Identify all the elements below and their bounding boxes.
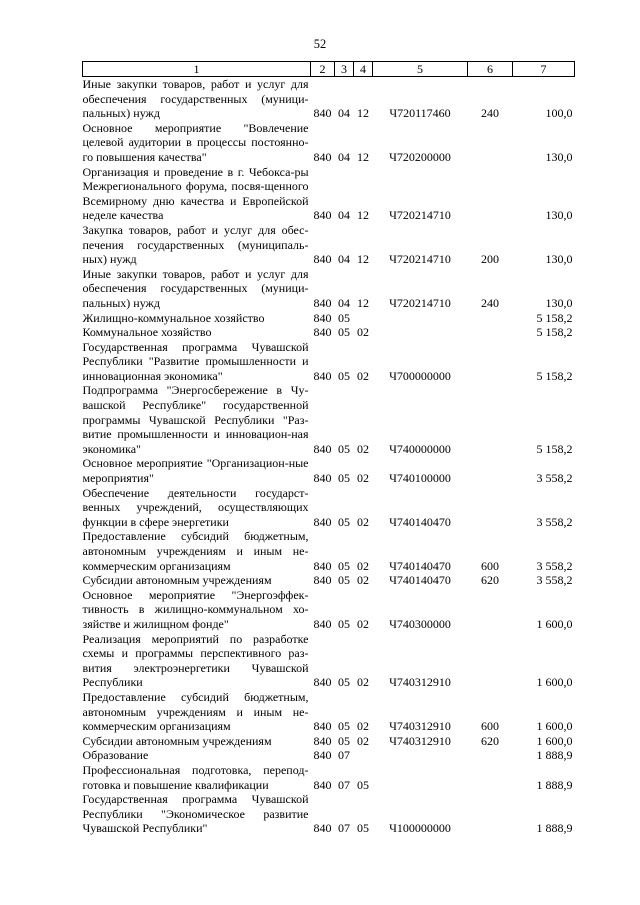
row-ministry-code: 840 <box>313 675 332 690</box>
table-row <box>83 325 575 340</box>
row-ministry-code: 840 <box>313 310 332 325</box>
row-target-code: Ч740140470 <box>389 514 451 529</box>
row-amount: 1 600,0 <box>536 733 573 748</box>
table-row <box>83 311 575 326</box>
header-col-3: 3 <box>335 62 354 77</box>
row-expense-type: 200 <box>481 252 499 267</box>
row-target-code <box>373 763 468 792</box>
row-subsection-code: 02 <box>357 616 369 631</box>
row-name: Жилищно-коммунальное хозяйство <box>82 310 265 325</box>
row-ministry-code: 840 <box>313 325 332 340</box>
row-name: Субсидии автономным учреждениям <box>82 733 272 748</box>
row-expense-type: 600 <box>481 719 499 734</box>
row-amount: 5 158,2 <box>536 368 573 383</box>
row-section-code: 05 <box>338 441 350 456</box>
row-expense-type: 240 <box>481 106 499 121</box>
row-name: Предоставление субсидий бюджетным, автономным учреждениям и иным не-коммерческим организациям <box>82 529 309 573</box>
table-row <box>83 734 575 749</box>
table-row <box>83 573 575 588</box>
row-target-code <box>373 325 468 340</box>
table-row <box>83 267 575 311</box>
row-name: Основное мероприятие "Вовлечение целевой аудитории в процессы постоянно-го повышения качества" <box>82 120 309 164</box>
row-target-code: Ч720214710 <box>389 295 451 310</box>
row-target-code <box>373 311 468 326</box>
row-target-code: Ч720214710 <box>389 208 451 223</box>
row-target-code: Ч740312910 <box>389 719 451 734</box>
row-section-code: 04 <box>338 106 350 121</box>
row-ministry-code: 840 <box>313 295 332 310</box>
row-target-code: Ч700000000 <box>389 368 451 383</box>
row-ministry-code: 840 <box>313 441 332 456</box>
row-subsection-code: 02 <box>357 441 369 456</box>
row-ministry-code: 840 <box>313 106 332 121</box>
row-amount: 130,0 <box>545 149 573 164</box>
row-subsection-code: 02 <box>357 573 369 588</box>
table-row <box>83 690 575 734</box>
table-header <box>83 62 575 77</box>
row-amount: 3 558,2 <box>536 558 573 573</box>
row-section-code: 05 <box>338 471 350 486</box>
row-expense-type <box>468 165 513 223</box>
row-target-code: Ч740140470 <box>389 573 451 588</box>
row-amount: 130,0 <box>545 295 573 310</box>
row-name: Основное мероприятие "Организацион-ные мероприятия" <box>82 456 309 486</box>
row-section-code: 07 <box>338 777 350 792</box>
row-expense-type: 240 <box>481 295 499 310</box>
row-name: Коммунальное хозяйство <box>82 325 212 340</box>
row-subsection-code: 12 <box>357 252 369 267</box>
row-section-code: 05 <box>338 719 350 734</box>
row-expense-type <box>468 340 513 384</box>
row-expense-type: 620 <box>481 733 499 748</box>
row-ministry-code: 840 <box>313 821 332 836</box>
table-row <box>83 383 575 456</box>
row-amount: 130,0 <box>545 208 573 223</box>
row-subsection-code: 12 <box>357 106 369 121</box>
row-ministry-code: 840 <box>313 471 332 486</box>
row-amount: 1 888,9 <box>536 821 573 836</box>
row-subsection-code: 02 <box>357 675 369 690</box>
row-subsection-code: 05 <box>357 821 369 836</box>
row-section-code: 05 <box>338 733 350 748</box>
row-subsection-code: 02 <box>357 514 369 529</box>
row-expense-type <box>468 588 513 632</box>
row-amount: 1 888,9 <box>536 748 573 763</box>
header-col-7: 7 <box>513 62 575 77</box>
row-amount: 5 158,2 <box>536 441 573 456</box>
table-row <box>83 340 575 384</box>
row-target-code: Ч740300000 <box>389 616 451 631</box>
table-row <box>83 632 575 690</box>
row-name: Субсидии автономным учреждениям <box>82 573 272 588</box>
table-row <box>83 748 575 763</box>
row-amount: 100,0 <box>545 106 573 121</box>
row-section-code: 04 <box>338 149 350 164</box>
row-amount: 5 158,2 <box>536 325 573 340</box>
row-expense-type <box>468 311 513 326</box>
row-target-code: Ч720200000 <box>389 149 451 164</box>
row-subsection-code: 02 <box>357 558 369 573</box>
row-subsection-code: 02 <box>357 733 369 748</box>
row-subsection-code <box>354 748 373 763</box>
row-ministry-code: 840 <box>313 558 332 573</box>
table-body <box>83 77 575 836</box>
row-section-code: 04 <box>338 295 350 310</box>
row-subsection-code: 02 <box>357 719 369 734</box>
table-row <box>83 588 575 632</box>
row-name: Основное мероприятие "Энергоэффек-тивность в жилищно-коммунальном хо-зяйстве и жилищном фонде" <box>82 587 309 631</box>
row-section-code: 04 <box>338 208 350 223</box>
row-section-code: 05 <box>338 368 350 383</box>
row-section-code: 05 <box>338 325 350 340</box>
header-col-1: 1 <box>83 62 311 77</box>
table-row <box>83 121 575 165</box>
row-subsection-code: 12 <box>357 208 369 223</box>
row-subsection-code: 12 <box>357 149 369 164</box>
row-name: Иные закупки товаров, работ и услуг для обеспечения государственных (муници-пальных) нужд <box>82 266 309 310</box>
row-target-code <box>373 748 468 763</box>
row-amount: 1 600,0 <box>536 719 573 734</box>
row-expense-type: 600 <box>481 558 499 573</box>
budget-table <box>82 61 575 836</box>
table-row <box>83 763 575 792</box>
row-amount: 3 558,2 <box>536 514 573 529</box>
page-number: 52 <box>313 37 327 51</box>
row-name: Предоставление субсидий бюджетным, автономным учреждениям и иным не-коммерческим организациям <box>82 689 309 734</box>
row-ministry-code: 840 <box>313 368 332 383</box>
row-target-code: Ч740000000 <box>389 441 451 456</box>
row-section-code: 07 <box>338 748 350 763</box>
row-expense-type <box>468 763 513 792</box>
row-target-code: Ч720214710 <box>389 252 451 267</box>
row-name: Реализация мероприятий по разработке схемы и программы перспективного раз-вития электроэнергетики Чувашской Республики <box>82 631 309 690</box>
row-name: Обеспечение деятельности государст-венных учреждений, осуществляющих функции в сфере энергетики <box>82 485 309 529</box>
row-expense-type <box>468 456 513 485</box>
row-amount: 130,0 <box>545 252 573 267</box>
row-ministry-code: 840 <box>313 777 332 792</box>
row-name: Закупка товаров, работ и услуг для обес-печения государственных (муниципаль-ных) нужд <box>82 222 309 267</box>
row-amount: 3 558,2 <box>536 573 573 588</box>
row-expense-type <box>468 632 513 690</box>
row-amount: 5 158,2 <box>536 310 573 325</box>
row-subsection-code: 02 <box>357 471 369 486</box>
row-ministry-code: 840 <box>313 748 332 763</box>
row-target-code: Ч740312910 <box>389 675 451 690</box>
row-ministry-code: 840 <box>313 733 332 748</box>
row-amount: 1 888,9 <box>536 777 573 792</box>
row-expense-type <box>468 383 513 456</box>
row-expense-type: 620 <box>481 573 499 588</box>
row-amount: 1 600,0 <box>536 616 573 631</box>
row-expense-type <box>468 121 513 165</box>
row-name: Иные закупки товаров, работ и услуг для обеспечения государственных (муници-пальных) нужд <box>82 77 309 121</box>
table-row <box>83 529 575 573</box>
row-section-code: 05 <box>338 675 350 690</box>
row-expense-type <box>468 748 513 763</box>
row-subsection-code: 12 <box>357 295 369 310</box>
row-ministry-code: 840 <box>313 149 332 164</box>
header-col-2: 2 <box>311 62 335 77</box>
row-subsection-code <box>354 311 373 326</box>
row-expense-type <box>468 486 513 530</box>
row-target-code: Ч100000000 <box>389 821 451 836</box>
table-row <box>83 486 575 530</box>
row-ministry-code: 840 <box>313 514 332 529</box>
row-ministry-code: 840 <box>313 208 332 223</box>
row-target-code: Ч740100000 <box>389 471 451 486</box>
row-section-code: 04 <box>338 252 350 267</box>
table-row <box>83 456 575 485</box>
header-col-5: 5 <box>373 62 468 77</box>
row-name: Подпрограмма "Энергосбережение в Чу-вашской Республике" государственной программы Чувашской Республики "Раз-витие промышленности и инновацион-ная экономика" <box>82 383 309 456</box>
header-col-4: 4 <box>354 62 373 77</box>
row-subsection-code: 05 <box>357 777 369 792</box>
row-name: Образование <box>82 748 149 763</box>
row-name: Государственная программа Чувашской Республики "Экономическое развитие Чувашской Республики" <box>82 792 309 836</box>
row-target-code: Ч740140470 <box>389 558 451 573</box>
row-ministry-code: 840 <box>313 719 332 734</box>
row-section-code: 05 <box>338 310 350 325</box>
row-section-code: 05 <box>338 514 350 529</box>
row-amount: 3 558,2 <box>536 471 573 486</box>
header-row <box>83 62 575 77</box>
table-row <box>83 223 575 267</box>
row-target-code: Ч740312910 <box>389 733 451 748</box>
table-row <box>83 165 575 223</box>
row-section-code: 05 <box>338 558 350 573</box>
row-section-code: 05 <box>338 573 350 588</box>
table-row <box>83 77 575 121</box>
row-expense-type <box>468 792 513 836</box>
row-amount: 1 600,0 <box>536 675 573 690</box>
row-ministry-code: 840 <box>313 573 332 588</box>
row-ministry-code: 840 <box>313 252 332 267</box>
row-subsection-code: 02 <box>357 368 369 383</box>
row-name: Профессиональная подготовка, перепод-готовка и повышение квалификации <box>82 762 309 792</box>
row-subsection-code: 02 <box>357 325 369 340</box>
row-section-code: 05 <box>338 616 350 631</box>
row-section-code: 07 <box>338 821 350 836</box>
row-target-code: Ч720117460 <box>389 106 451 121</box>
header-col-6: 6 <box>468 62 513 77</box>
row-expense-type <box>468 325 513 340</box>
row-name: Государственная программа Чувашской Республики "Развитие промышленности и инновационная экономика" <box>82 339 309 383</box>
row-ministry-code: 840 <box>313 616 332 631</box>
row-name: Организация и проведение в г. Чебокса-ры Межрегионального форума, посвя-щенного Всемирному дню качества и Европейской неделе качества <box>82 164 309 223</box>
table-row <box>83 792 575 836</box>
